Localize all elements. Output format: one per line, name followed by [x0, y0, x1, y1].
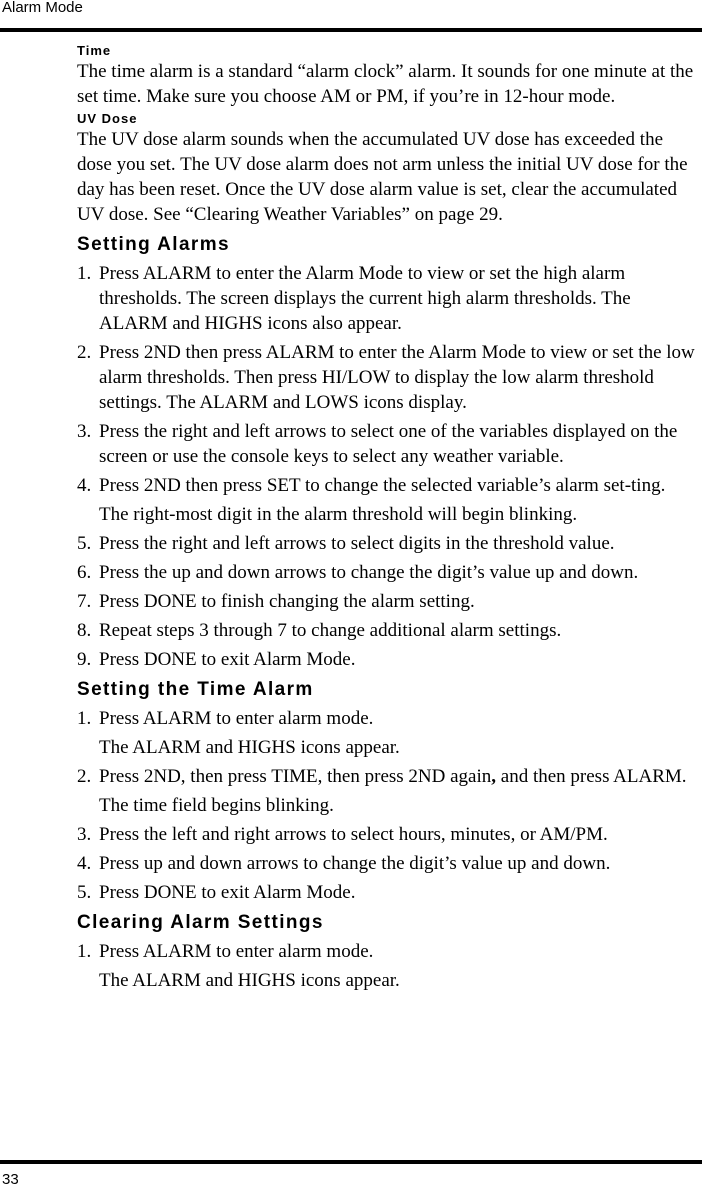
- list-item: 3. Press the left and right arrows to select hours, minutes, or AM/PM.: [77, 824, 608, 845]
- list-item: 1. Press ALARM to enter alarm mode.: [77, 941, 374, 962]
- page-content: [77, 43, 699, 997]
- uv-dose-subheading: UV Dose: [77, 111, 138, 126]
- time-alarm-steps-continued: [77, 822, 699, 905]
- list-item: 5. Press DONE to exit Alarm Mode.: [77, 882, 356, 903]
- uv-dose-paragraph: The UV dose alarm sounds when the accumulated UV dose has exceeded the dose you set. The UV dose alarm does not arm unless the initial UV dose for the day has been reset. Once the UV dose alarm value is set, clear the accumulated UV dose. See “Clearing Weather Variables” on page 29.: [77, 129, 688, 225]
- list-item: 2. Press 2ND, then press TIME, then press 2ND again, and then press ALARM.: [77, 766, 687, 787]
- list-item: 4. Press 2ND then press SET to change the selected variable’s alarm set-ting.: [77, 475, 666, 496]
- page-number: 33: [2, 1171, 19, 1188]
- time-alarm-steps: [77, 706, 699, 731]
- list-item: 9. Press DONE to exit Alarm Mode.: [77, 649, 356, 670]
- step-note: The ALARM and HIGHS icons appear.: [99, 970, 400, 991]
- time-subheading: Time: [77, 43, 112, 58]
- list-item: 2. Press 2ND then press ALARM to enter the Alarm Mode to view or set the low alarm thresholds. Then press HI/LOW to display the low alarm threshold settings. The ALARM and LOWS icons display.: [77, 342, 695, 413]
- step-note: The time field begins blinking.: [99, 795, 334, 816]
- running-header: Alarm Mode: [2, 0, 83, 16]
- list-item: 8. Repeat steps 3 through 7 to change additional alarm settings.: [77, 620, 562, 641]
- step-note: The ALARM and HIGHS icons appear.: [99, 737, 400, 758]
- footer-rule: [0, 1160, 702, 1164]
- list-item: 1. Press ALARM to enter the Alarm Mode to view or set the high alarm thresholds. The screen displays the current high alarm thresholds. The ALARM and HIGHS icons also appear.: [77, 263, 631, 334]
- setting-time-alarm-heading: Setting the Time Alarm: [77, 679, 314, 700]
- list-item: 4. Press up and down arrows to change the digit’s value up and down.: [77, 853, 611, 874]
- step-note: The right-most digit in the alarm threshold will begin blinking.: [99, 504, 578, 525]
- setting-alarms-steps: [77, 261, 699, 498]
- time-paragraph: The time alarm is a standard “alarm clock” alarm. It sounds for one minute at the set time. Make sure you choose AM or PM, if you’re in 12-hour mode.: [77, 61, 694, 107]
- setting-alarms-steps-continued: [77, 531, 699, 672]
- header-rule: [0, 28, 702, 32]
- list-item: 5. Press the right and left arrows to select digits in the threshold value.: [77, 533, 615, 554]
- list-item: 1. Press ALARM to enter alarm mode.: [77, 708, 374, 729]
- list-item: 6. Press the up and down arrows to change the digit’s value up and down.: [77, 562, 639, 583]
- clearing-steps: [77, 939, 699, 964]
- setting-alarms-heading: Setting Alarms: [77, 234, 230, 255]
- list-item: 3. Press the right and left arrows to select one of the variables displayed on the screen or use the console keys to select any weather variable.: [77, 421, 678, 467]
- clearing-alarm-settings-heading: Clearing Alarm Settings: [77, 912, 324, 933]
- list-item: 7. Press DONE to finish changing the alarm setting.: [77, 591, 475, 612]
- time-alarm-step-2: [77, 764, 699, 789]
